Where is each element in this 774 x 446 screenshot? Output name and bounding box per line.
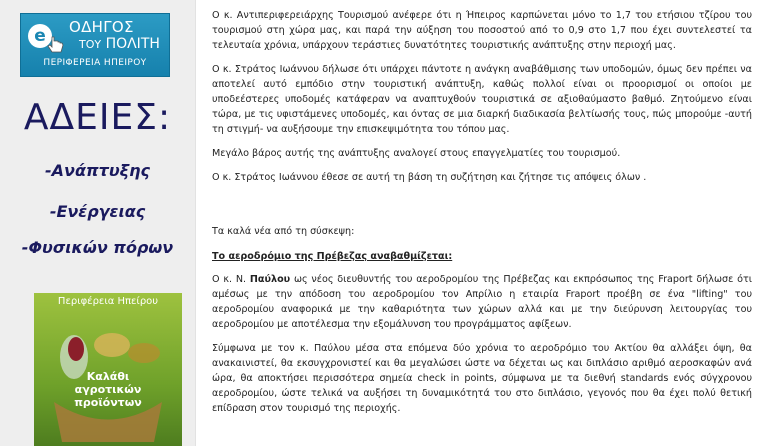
article-paragraph: Ο κ. Στράτος Ιωάννου δήλωσε ότι υπάρχει πάντοτε η ανάγκη αναβάθμισης των υποδομών, όμως δεν πρέπει να αποτελεί αυτό εμπόδιο στην τουριστική ανάπτυξη, καθώς πολλοί είναι οι προορισμοί οι οποίοι με υποδεέστερες υποδομές κατάφεραν να αναπτυχθούν τουριστικά σε αξιοθαύμαστο βαθμό. Ζητούμενο είναι τώρα, με τις υφιστάμενες υποδομές, και όντας σε μια διαρκή διαδικασία βελτίωσής τους, πώς μπορούμε -αυτή τη στιγμή- να αυξήσουμε την επισκεψιμότητα του τόπου μας. bbox=[212, 64, 752, 135]
guide-title-line1: ΟΔΗΓΟΣ bbox=[69, 18, 134, 36]
sidebar-divider bbox=[195, 0, 196, 446]
guide-title-line2 bbox=[79, 36, 160, 52]
article-paragraph: Σύμφωνα με τον κ. Παύλου μέσα στα επόμενα δύο χρόνια το αεροδρόμιο του Ακτίου θα αλλάξει όψη, θα ανακαινιστεί, θα εκσυγχρονιστεί και θα μεγαλώσει ώστε να δέχεται ως και διπλάσιο αριθμό αεροσκαφών ανά ώρα, θα αποκτήσει περισσότερα σημεία check in points, σύμφωνα με τα διεθνή standards ενός σύγχρονου αεροδρομίου, ώστε τελικά να αυξήσει τη δυναμικότητά του στο διπλάσιο, γεγονός που θα έχει πολύ θετική επίδραση στον τουρισμό της περιοχής. bbox=[212, 343, 752, 414]
agricultural-products-banner[interactable] bbox=[34, 293, 182, 446]
article-paragraph: Μεγάλο βάρος αυτής της ανάπτυξης αναλογεί στους επαγγελματίες του τουρισμού. bbox=[212, 148, 621, 159]
e-logo-icon: e bbox=[28, 24, 52, 48]
permits-heading: ΑΔΕΙΕΣ: bbox=[23, 97, 172, 138]
guide-region-label: ΠΕΡΙΦΕΡΕΙΑ ΗΠΕΙΡΟΥ bbox=[43, 58, 147, 68]
page-scrollbar[interactable] bbox=[760, 0, 774, 446]
permit-link-natural-resources[interactable]: -Φυσικών πόρων bbox=[21, 238, 174, 257]
director-name: Παύλου bbox=[249, 274, 291, 285]
article-paragraph: Ο κ. Στράτος Ιωάννου έθεσε σε αυτή τη βάση τη συζήτηση και ζήτησε τις απόψεις όλων . bbox=[212, 172, 647, 183]
article-paragraph: Ο κ. Ν. Παύλου ως νέος διευθυντής του αεροδρομίου της Πρέβεζας και εκπρόσωπος της Fraport δήλωσε ότι αμέσως με την απόδοση του αεροδρομίου τον Απρίλιο η εταιρία Fraport προέβη σε ένα "lifting" του αεροδρομίου αναφορικά με την καθαριότητα των χώρων αλλά και με την διεύρυνση λειτουργίας του αεροδρομίου με αποτέλεσμα την εξομάλυνση του προγράμματος αφίξεων. bbox=[212, 274, 752, 330]
permit-link-energy[interactable]: -Ενέργειας bbox=[49, 202, 146, 221]
section-heading-airport: Το αεροδρόμιο της Πρέβεζας αναβαθμίζεται: bbox=[212, 251, 453, 262]
products-banner-caption: Καλάθι αγροτικών προϊόντων bbox=[74, 370, 142, 409]
article-body bbox=[212, 8, 752, 425]
pointing-hand-icon bbox=[46, 34, 68, 56]
permit-link-development[interactable]: -Ανάπτυξης bbox=[45, 161, 150, 180]
products-banner-region: Περιφέρεια Ηπείρου bbox=[57, 296, 159, 307]
article-paragraph: Ο κ. Αντιπεριφερειάρχης Τουρισμού ανέφερε ότι η Ήπειρος καρπώνεται μόνο το 1,7 του ετήσιου τζίρου του τουρισμού στη χώρα μας, και παρά την αύξηση του ποσοστού από το 0,9 στο 1,7 που έχει συντελεστεί τα τελευταία χρόνια, υπάρχουν τεράστιες δυνατότητες τουριστικής ανάπτυξης στην περιοχή μας. bbox=[212, 10, 752, 51]
guide-title-article: ΤΟΥ bbox=[79, 38, 102, 51]
news-intro: Τα καλά νέα από τη σύσκεψη: bbox=[212, 226, 355, 237]
sidebar bbox=[0, 0, 195, 446]
guide-title-citizen: ΠΟΛΙΤΗ bbox=[105, 36, 160, 52]
citizen-guide-banner[interactable] bbox=[20, 13, 170, 77]
